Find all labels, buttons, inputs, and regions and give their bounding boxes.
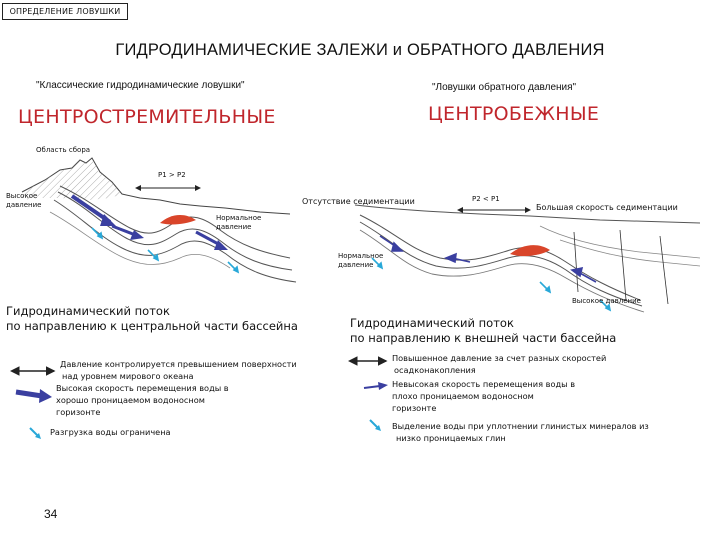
right-cross-section (355, 205, 700, 312)
high-pressure-label-right: Высокое давление (572, 297, 641, 305)
normal-pressure-label-left: Нормальное давление (216, 214, 262, 231)
thin-blue-arrow-icon (364, 382, 388, 390)
right-subtitle: "Ловушки обратного давления" (432, 82, 577, 93)
oil-deposit-right (510, 245, 550, 256)
legend-text: Высокая скорость перемещения воды в (56, 383, 229, 393)
legend-item (392, 378, 575, 414)
legend-item (392, 420, 649, 444)
no-sedimentation-label: Отсутствие седиментации (302, 197, 415, 206)
left-flow-title (6, 304, 298, 334)
legend-text: над уровнем мирового океана (62, 371, 194, 381)
left-subtitle: "Классические гидродинамические ловушки" (36, 80, 245, 91)
legend-text: горизонте (56, 407, 101, 417)
left-heading: ЦЕНТРОСТРЕМИТЕЛЬНЫЕ (18, 106, 276, 128)
thick-blue-arrow-icon (16, 389, 52, 403)
page-title: ГИДРОДИНАМИЧЕСКИЕ ЗАЛЕЖИ и ОБРАТНОГО ДАВЛЕНИЯ (115, 41, 605, 59)
legend-text: низко проницаемых глин (396, 433, 506, 443)
right-flow-title (350, 316, 616, 346)
normal-pressure-label-right: Нормальное давление (338, 252, 384, 269)
area-label: Область сбора (36, 146, 91, 154)
legend-text: Выделение воды при уплотнении глинистых минералов из (392, 421, 649, 431)
legend-item (56, 382, 229, 418)
legend-text: Невысокая скорость перемещения воды в (392, 379, 576, 389)
page-number: 34 (44, 507, 58, 521)
legend-text: Разгрузка воды ограничена (50, 427, 171, 437)
legend-text: горизонте (392, 403, 437, 413)
left-flow-title-line: по направлению к центральной части бассейна (6, 319, 298, 333)
fast-sedimentation-label: Большая скорость седиментации (536, 203, 678, 212)
flow-arrows-right (380, 236, 596, 282)
left-flow-title-line: Гидродинамический поток (6, 304, 170, 318)
pressure-label-right: Р2 < Р1 (472, 195, 500, 203)
oil-deposit-left (160, 215, 196, 224)
section-tag: ОПРЕДЕЛЕНИЕ ЛОВУШКИ (2, 3, 128, 20)
right-heading: ЦЕНТРОБЕЖНЫЕ (428, 103, 600, 125)
pressure-label-left: Р1 > Р2 (158, 171, 186, 179)
legend-item (50, 426, 171, 438)
cyan-arrow-icon (30, 428, 41, 439)
cyan-arrow-icon (370, 420, 381, 431)
legend-text: хорошо проницаемом водоносном (56, 395, 205, 405)
legend-text: Повышенное давление за счет разных скоростей (392, 353, 607, 363)
legend-item (60, 358, 297, 382)
high-pressure-label-left: Высокое давление (6, 192, 42, 209)
right-flow-title-line: по направлению к внешней части бассейна (350, 331, 617, 345)
legend-text: осадконакопления (394, 365, 476, 375)
legend-text: Давление контролируется превышением поверхности (60, 359, 297, 369)
legend-item (392, 352, 606, 376)
right-flow-title-line: Гидродинамический поток (350, 316, 514, 330)
legend-text: плохо проницаемом водоносном (392, 391, 534, 401)
